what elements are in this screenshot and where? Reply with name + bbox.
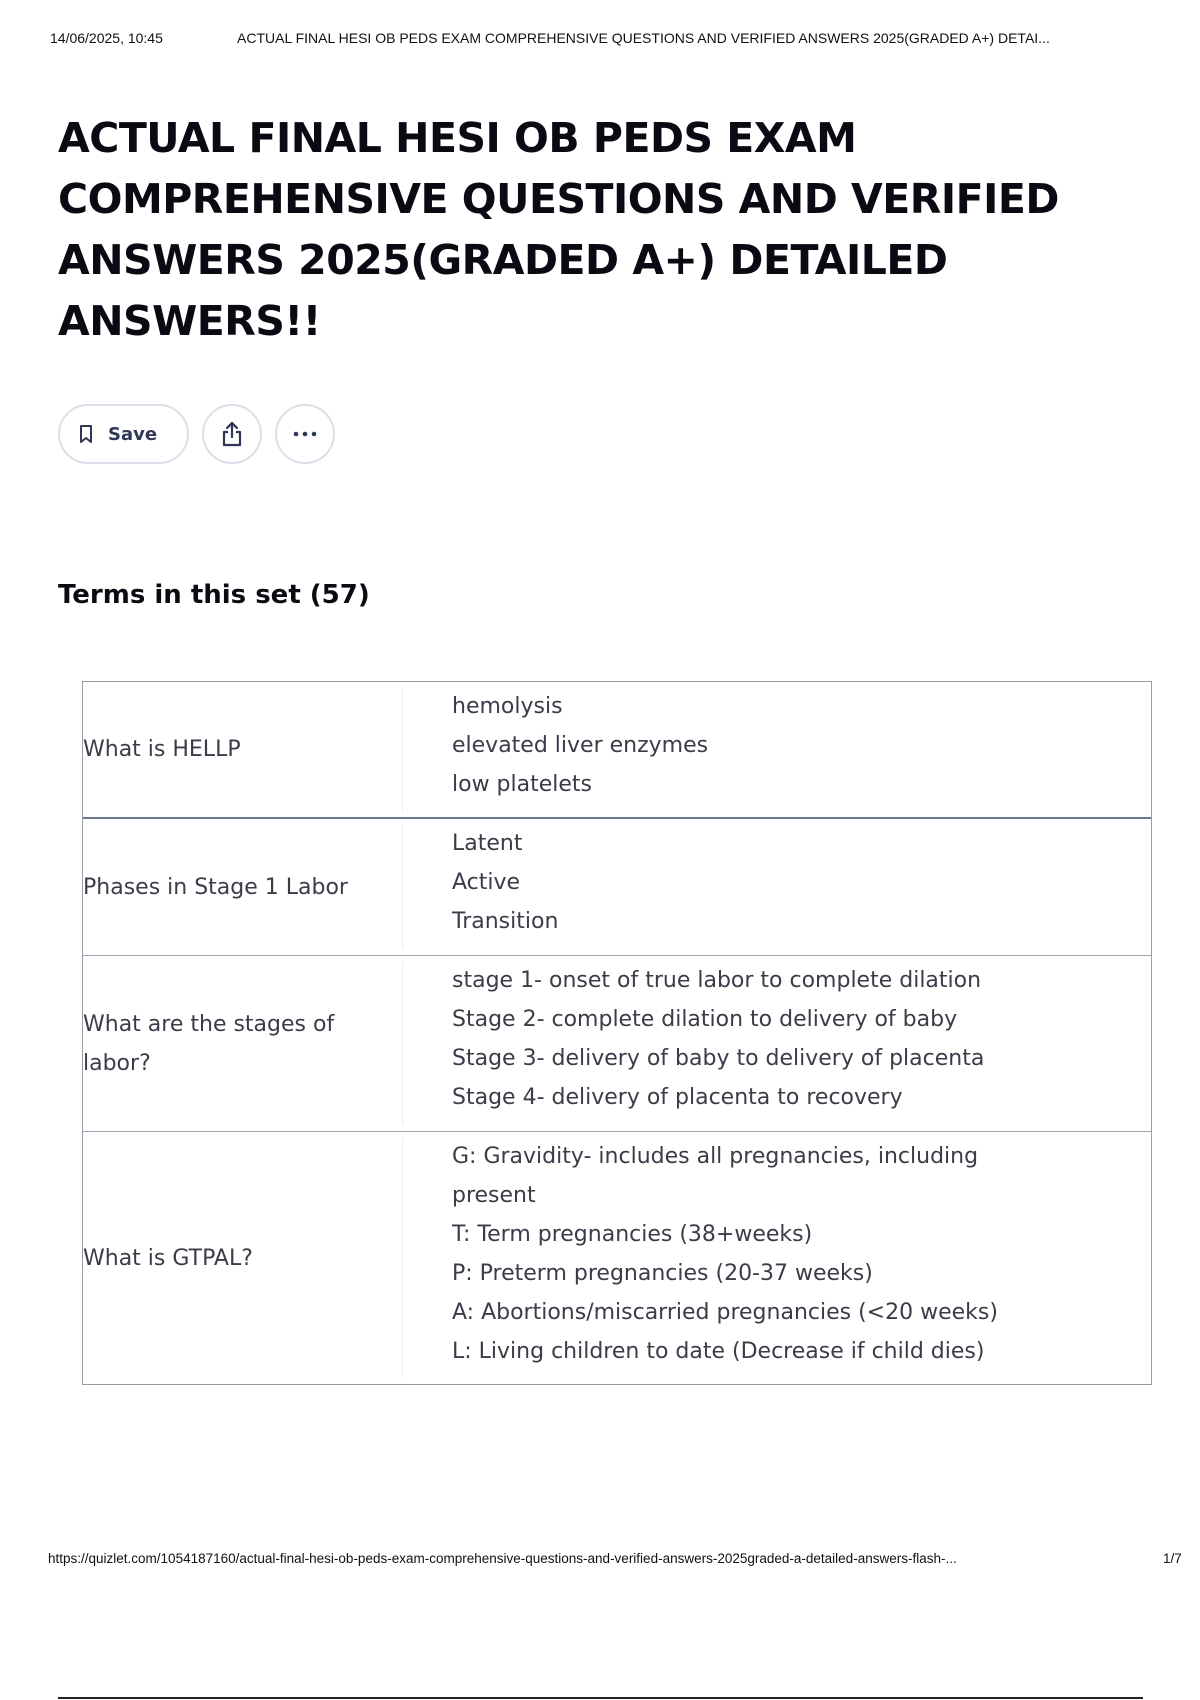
definition-cell — [403, 1132, 1151, 1384]
definition-line: L: Living children to date (Decrease if child dies) — [452, 1339, 985, 1364]
page-title: ACTUAL FINAL HESI OB PEDS EXAM COMPREHENSIVE QUESTIONS AND VERIFIED ANSWERS 2025(GRADED A+) DETAILED ANSWERS!! — [58, 114, 1059, 345]
definition-line: stage 1- onset of true labor to complete dilation — [452, 968, 982, 993]
terms-heading: Terms in this set (57) — [58, 580, 370, 610]
print-doc-title: ACTUAL FINAL HESI OB PEDS EXAM COMPREHENSIVE QUESTIONS AND VERIFIED ANSWERS 2025(GRADED A+) DETAI... — [237, 30, 1050, 46]
definition-line: Stage 2- complete dilation to delivery of baby — [452, 1007, 958, 1032]
terms-table — [82, 681, 1152, 1385]
more-options-button[interactable] — [275, 404, 335, 464]
definition-line: A: Abortions/miscarried pregnancies (<20 weeks) — [452, 1300, 998, 1325]
definition-line: G: Gravidity- includes all pregnancies, including — [452, 1144, 979, 1169]
definition-line: elevated liver enzymes — [452, 733, 709, 758]
page-url: https://quizlet.com/1054187160/actual-final-hesi-ob-peds-exam-comprehensive-questions-and-verified-answers-2025graded-a-detailed-answers-flash-... — [48, 1551, 957, 1566]
page-number: 1/7 — [1163, 1551, 1182, 1566]
term-text: What is GTPAL? — [83, 1245, 253, 1271]
term-text: What is HELLP — [83, 737, 241, 762]
share-icon — [219, 420, 245, 448]
definition-line: Stage 4- delivery of placenta to recovery — [452, 1085, 903, 1110]
definition-line: Transition — [452, 909, 559, 934]
term-row — [83, 1131, 1151, 1384]
more-horizontal-icon — [291, 430, 319, 438]
term-row — [83, 682, 1151, 817]
share-button[interactable] — [202, 404, 262, 464]
term-text — [83, 956, 402, 1131]
action-bar — [58, 404, 348, 464]
definition-line: hemolysis — [452, 694, 563, 719]
definition-line: Latent — [452, 831, 523, 856]
definition-line: Active — [452, 870, 521, 895]
definition-line: Stage 3- delivery of baby to delivery of placenta — [452, 1046, 985, 1071]
definition-line: low platelets — [452, 772, 593, 797]
bottom-divider — [58, 1697, 1143, 1699]
definition-line: P: Preterm pregnancies (20-37 weeks) — [452, 1261, 873, 1286]
term-text: Phases in Stage 1 Labor — [83, 874, 348, 900]
definition-cell — [403, 819, 1151, 955]
term-label: What are the stages of labor? — [83, 1011, 335, 1076]
definition-line: T: Term pregnancies (38+weeks) — [452, 1222, 813, 1247]
print-header — [50, 30, 1170, 50]
bookmark-icon — [78, 424, 94, 444]
term-row — [83, 955, 1151, 1131]
definition-cell — [403, 956, 1151, 1131]
definition-line: present — [452, 1183, 536, 1208]
definition-cell — [403, 682, 1151, 817]
save-button-label: Save — [108, 423, 158, 445]
print-date: 14/06/2025, 10:45 — [50, 30, 163, 46]
term-row — [83, 817, 1151, 955]
save-button[interactable] — [58, 404, 189, 464]
